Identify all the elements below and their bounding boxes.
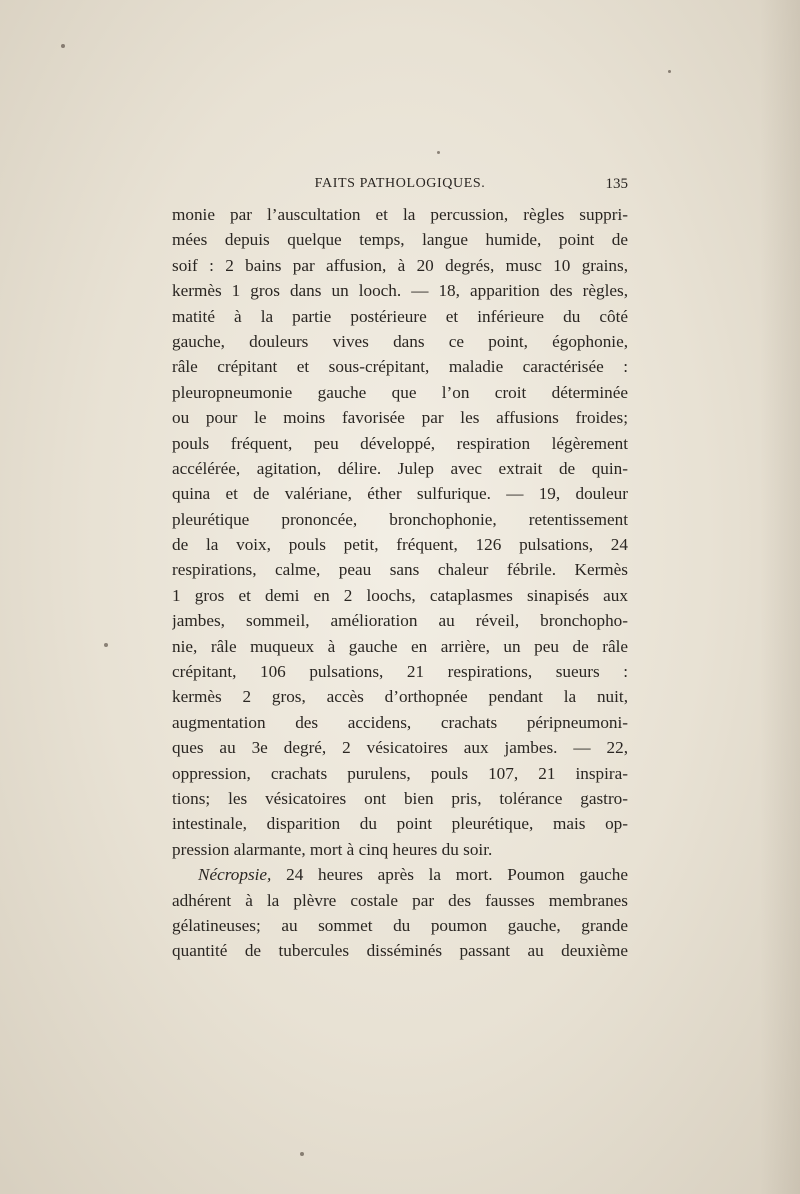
text-line: ou pour le moins favorisée par les affusions froides; (172, 408, 628, 428)
text-line: tions; les vésicatoires ont bien pris, tolérance gastro- (172, 788, 628, 808)
text-line: kermès 1 gros dans un looch. — 18, apparition des règles, (172, 281, 628, 301)
text-line: mées depuis quelque temps, langue humide, point de (172, 230, 628, 250)
text-line: nie, râle muqueux à gauche en arrière, un peu de râle (172, 636, 628, 656)
text-line: pleuropneumonie gauche que l’on croit déterminée (172, 382, 628, 402)
text-line: 1 gros et demi en 2 loochs, cataplasmes sinapisés aux (172, 585, 628, 605)
text-line: accélérée, agitation, délire. Julep avec extrait de quin- (172, 458, 628, 478)
paper-speck (437, 151, 440, 154)
text-line: pleurétique prononcée, bronchophonie, retentissement (172, 509, 628, 529)
text-line: oppression, crachats purulens, pouls 107, 21 inspira- (172, 763, 628, 783)
text-line: soif : 2 bains par affusion, à 20 degrés, musc 10 grains, (172, 255, 628, 275)
text-line: augmentation des accidens, crachats péripneumoni- (172, 712, 628, 732)
text-line: ques au 3e degré, 2 vésicatoires aux jambes. — 22, (172, 738, 628, 758)
running-title: FAITS PATHOLOGIQUES. (314, 176, 486, 191)
text-line: quantité de tubercules disséminés passant au deuxième (172, 941, 628, 961)
necropsie-label: Nécropsie, (198, 865, 272, 885)
text-line: crépitant, 106 pulsations, 21 respirations, sueurs : (172, 662, 628, 682)
necropsie-paragraph-start (172, 862, 628, 887)
text-line: gauche, douleurs vives dans ce point, égophonie, (172, 331, 628, 351)
text-line: râle crépitant et sous-crépitant, maladie caractérisée : (172, 357, 628, 377)
paper-speck (300, 1152, 304, 1156)
text-line: adhérent à la plèvre costale par des fausses membranes (172, 890, 628, 910)
text-line: intestinale, disparition du point pleurétique, mais op- (172, 814, 628, 834)
text-line: matité à la partie postérieure et inférieure du côté (172, 306, 628, 326)
paper-speck (668, 70, 671, 73)
page-edge-shadow (760, 0, 800, 1194)
paper-speck (104, 643, 108, 647)
text-line: pouls fréquent, peu développé, respiration légèrement (172, 433, 628, 453)
text-line: quina et de valériane, éther sulfurique. — 19, douleur (172, 484, 628, 504)
text-line: de la voix, pouls petit, fréquent, 126 pulsations, 24 (172, 535, 628, 555)
text-line: pression alarmante, mort à cinq heures du soir. (172, 839, 493, 859)
paper-speck (61, 44, 65, 48)
text-line: respirations, calme, peau sans chaleur fébrile. Kermès (172, 560, 628, 580)
text-fragment: 24 heures après la mort. Poumon gauche (271, 865, 628, 885)
text-line: gélatineuses; au sommet du poumon gauche, grande (172, 915, 628, 935)
body-text (172, 202, 628, 964)
text-line: jambes, sommeil, amélioration au réveil, bronchopho- (172, 611, 628, 631)
text-line: kermès 2 gros, accès d’orthopnée pendant la nuit, (172, 687, 628, 707)
text-line: monie par l’auscultation et la percussion, règles suppri- (172, 205, 628, 224)
page-header (172, 174, 628, 196)
page-number: 135 (605, 176, 628, 192)
